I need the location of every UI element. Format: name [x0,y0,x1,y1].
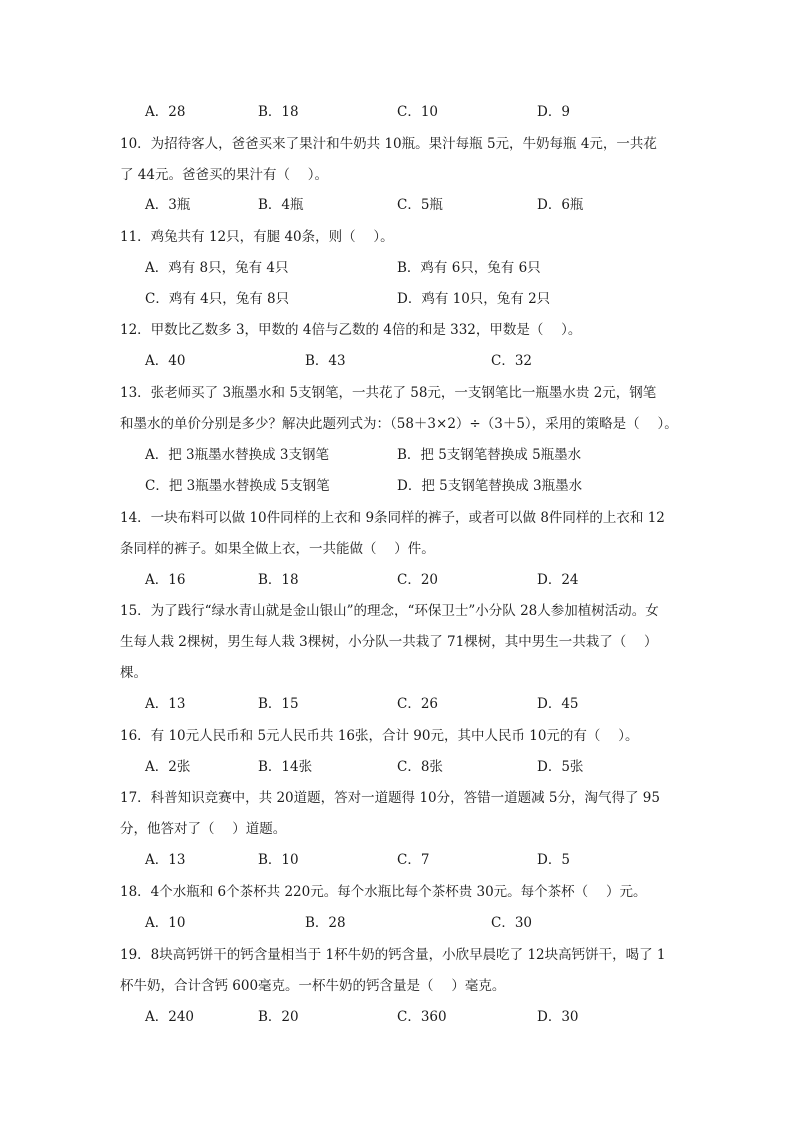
q9-option-d: D．9 [537,104,570,120]
q12-text-line-1: 12．甲数比乙数多 3，甲数的 4倍与乙数的 4倍的和是 332，甲数是（ ）。 [120,322,582,338]
q14-option-a: A．16 [145,572,186,588]
q12-option-b: B．43 [305,353,346,369]
q14-option-b: B．18 [258,572,299,588]
q16-option-d: D．5张 [537,759,584,775]
q19-option-a: A．240 [145,1009,195,1025]
q10-option-b: B．4瓶 [258,197,304,213]
q13-option-a: A．把 3瓶墨水替换成 3支钢笔 [145,447,330,463]
q17-text-line-1: 17．科普知识竞赛中，共 20道题，答对一道题得 10分，答错一道题减 5分，淘气得了 95 [120,790,660,806]
q10-option-d: D．6瓶 [537,197,584,213]
q15-text-line-3: 棵。 [120,665,147,681]
q18-option-a: A．10 [145,915,186,931]
q12-option-c: C．32 [491,353,533,369]
q13-text-line-2: 和墨水的单价分别是多少？解决此题列式为：（58＋3×2）÷（3＋5），采用的策略是（ ）。 [120,416,678,432]
q14-option-c: C．20 [397,572,439,588]
q9-option-c: C．10 [397,104,439,120]
q17-option-d: D．5 [537,852,570,868]
q17-option-a: A．13 [145,852,186,868]
q18-option-b: B．28 [305,915,346,931]
q10-option-c: C．5瓶 [397,197,443,213]
q11-option-b: B．鸡有 6只，兔有 6只 [397,260,541,276]
q11-text-line-1: 11．鸡兔共有 12只，有腿 40条，则（ ）。 [120,229,394,245]
q19-text-line-1: 19．8块高钙饼干的钙含量相当于 1杯牛奶的钙含量，小欣早晨吃了 12块高钙饼干，喝了 1 [120,947,666,963]
q15-option-d: D．45 [537,696,579,712]
q11-option-c: C．鸡有 4只，兔有 8只 [145,291,290,307]
q16-option-b: B．14张 [258,759,313,775]
q15-text-line-2: 生每人栽 2棵树，男生每人栽 3棵树，小分队一共栽了 71棵树，其中男生一共栽了（ ） [120,634,658,650]
q19-option-c: C．360 [397,1009,447,1025]
q9-option-a: A．28 [145,104,186,120]
q15-text-line-1: 15．为了践行“绿水青山就是金山银山”的理念，“环保卫士”小分队 28人参加植树活动。女 [120,603,659,619]
q15-option-b: B．15 [258,696,299,712]
q16-option-a: A．2张 [145,759,191,775]
q14-option-d: D．24 [537,572,579,588]
q9-option-b: B．18 [258,104,299,120]
q16-option-c: C．8张 [397,759,443,775]
q17-option-c: C．7 [397,852,430,868]
q13-option-c: C．把 3瓶墨水替换成 5支钢笔 [145,478,330,494]
q19-option-d: D．30 [537,1009,579,1025]
q18-option-c: C．30 [491,915,533,931]
q11-option-a: A．鸡有 8只，兔有 4只 [145,260,289,276]
q18-text-line-1: 18．4个水瓶和 6个茶杯共 220元。每个水瓶比每个茶杯贵 30元。每个茶杯（ ）元。 [120,884,647,900]
q17-option-b: B．10 [258,852,299,868]
q15-option-a: A．13 [145,696,186,712]
q11-option-d: D．鸡有 10只，兔有 2只 [397,291,551,307]
q14-text-line-2: 条同样的裤子。如果全做上衣，一共能做（ ）件。 [120,541,435,557]
q19-text-line-2: 杯牛奶，合计含钙 600毫克。一杯牛奶的钙含量是（ ）毫克。 [120,978,506,994]
q15-option-c: C．26 [397,696,439,712]
q13-option-b: B．把 5支钢笔替换成 5瓶墨水 [397,447,582,463]
q10-text-line-1: 10．为招待客人，爸爸买来了果汁和牛奶共 10瓶。果汁每瓶 5元，牛奶每瓶 4元，一共花 [120,136,657,152]
q17-text-line-2: 分，他答对了（ ）道题。 [120,821,287,837]
q13-option-d: D．把 5支钢笔替换成 3瓶墨水 [397,478,583,494]
q10-option-a: A．3瓶 [145,197,191,213]
q14-text-line-1: 14．一块布料可以做 10件同样的上衣和 9条同样的裤子，或者可以做 8件同样的上衣和 12 [120,510,665,526]
q19-option-b: B．20 [258,1009,299,1025]
q13-text-line-1: 13．张老师买了 3瓶墨水和 5支钢笔，一共花了 58元，一支钢笔比一瓶墨水贵 2元，钢笔 [120,385,657,401]
q12-option-a: A．40 [145,353,186,369]
q16-text-line-1: 16．有 10元人民币和 5元人民币共 16张，合计 90元，其中人民币 10元的有（ ）。 [120,728,639,744]
q10-text-line-2: 了 44元。爸爸买的果汁有（ ）。 [120,167,329,183]
